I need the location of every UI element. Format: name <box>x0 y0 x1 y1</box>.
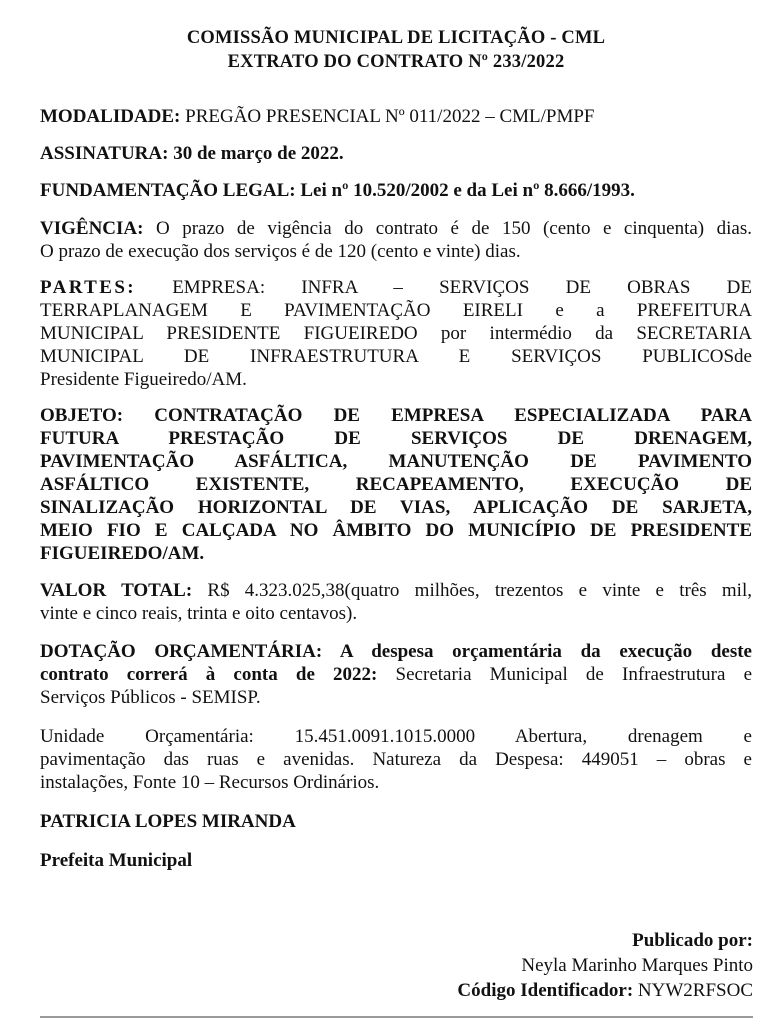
assinatura-label: ASSINATURA: <box>40 143 169 164</box>
dotacao-line3: Serviços Públicos - SEMISP. <box>40 687 261 708</box>
unidade-line1: Unidade Orçamentária: 15.451.0091.1015.0000 Abertura, drenagem e <box>40 726 752 747</box>
valor-line1: R$ 4.323.025,38(quatro milhões, trezentos e vinte e três mil, <box>192 580 752 601</box>
identifier-code: NYW2RFSOC <box>633 980 753 1001</box>
objeto-line: FUTURA PRESTAÇÃO DE SERVIÇOS DE DRENAGEM, <box>40 428 752 449</box>
partes-line2: TERRAPLANAGEM E PAVIMENTAÇÃO EIRELI e a PREFEITURA <box>40 300 752 321</box>
bottom-divider <box>40 1016 753 1018</box>
document-header <box>40 26 752 74</box>
identifier-label: Código Identificador: <box>457 980 634 1001</box>
signatory-name: PATRICIA LOPES MIRANDA <box>40 811 296 832</box>
fundamentacao-label: FUNDAMENTAÇÃO LEGAL: <box>40 180 296 201</box>
commission-title: COMISSÃO MUNICIPAL DE LICITAÇÃO - CML <box>186 28 606 48</box>
partes-label: PARTES: <box>40 277 137 298</box>
partes-paragraph <box>40 276 752 391</box>
assinatura-value: 30 de março de 2022. <box>168 143 344 164</box>
objeto-line: PAVIMENTAÇÃO ASFÁLTICA, MANUTENÇÃO DE PAVIMENTO <box>40 451 752 472</box>
valor-line2: vinte e cinco reais, trinta e oito centavos). <box>40 603 358 624</box>
partes-line5: Presidente Figueiredo/AM. <box>40 369 247 390</box>
objeto-line: SINALIZAÇÃO HORIZONTAL DE VIAS, APLICAÇÃO DE SARJETA, <box>40 497 752 518</box>
vigencia-line1: O prazo de vigência do contrato é de 150 (cento e cinquenta) dias. <box>143 218 752 239</box>
contract-title: EXTRATO DO CONTRATO Nº 233/2022 <box>227 52 565 72</box>
unidade-line3: instalações, Fonte 10 – Recursos Ordinários. <box>40 772 380 793</box>
unidade-line2: pavimentação das ruas e avenidas. Natureza da Despesa: 449051 – obras e <box>40 749 752 770</box>
partes-line3: MUNICIPAL PRESIDENTE FIGUEIREDO por intermédio da SECRETARIA <box>40 323 752 344</box>
publication-block <box>457 928 753 1003</box>
document-page <box>40 26 752 872</box>
valor-label: VALOR TOTAL: <box>40 580 193 601</box>
fundamentacao-value: Lei nº 10.520/2002 e da Lei nº 8.666/1993. <box>295 180 635 201</box>
objeto-line: OBJETO: CONTRATAÇÃO DE EMPRESA ESPECIALIZADA PARA <box>40 405 752 426</box>
publisher-name: Neyla Marinho Marques Pinto <box>521 955 753 976</box>
published-by-label: Publicado por: <box>632 930 753 951</box>
partes-line4: MUNICIPAL DE INFRAESTRUTURA E SERVIÇOS PUBLICOSde <box>40 346 752 367</box>
unidade-paragraph <box>40 725 752 794</box>
vigencia-label: VIGÊNCIA: <box>40 218 144 239</box>
objeto-line: ASFÁLTICO EXISTENTE, RECAPEAMENTO, EXECUÇÃO DE <box>40 474 752 495</box>
partes-line1: EMPRESA: INFRA – SERVIÇOS DE OBRAS DE <box>136 277 752 298</box>
assinatura-paragraph <box>40 142 752 165</box>
objeto-line: MEIO FIO E CALÇADA NO ÂMBITO DO MUNICÍPIO DE PRESIDENTE <box>40 520 752 541</box>
dotacao-text2: Secretaria Municipal de Infraestrutura e <box>377 664 752 685</box>
objeto-line: FIGUEIREDO/AM. <box>40 543 205 564</box>
valor-paragraph <box>40 579 752 625</box>
dotacao-bold2: contrato correrá à conta de 2022: <box>40 664 378 685</box>
vigencia-paragraph <box>40 217 752 263</box>
vigencia-line2: O prazo de execução dos serviços é de 120 (cento e vinte) dias. <box>40 241 521 262</box>
fundamentacao-paragraph <box>40 179 752 202</box>
modalidade-label: MODALIDADE: <box>40 106 181 127</box>
dotacao-paragraph <box>40 640 752 709</box>
objeto-paragraph <box>40 404 752 565</box>
modalidade-paragraph <box>40 105 752 128</box>
signatory-role: Prefeita Municipal <box>40 850 193 871</box>
modalidade-value: PREGÃO PRESENCIAL Nº 011/2022 – CML/PMPF <box>180 106 595 127</box>
dotacao-line1: DOTAÇÃO ORÇAMENTÁRIA: A despesa orçamentária da execução deste <box>40 641 752 662</box>
